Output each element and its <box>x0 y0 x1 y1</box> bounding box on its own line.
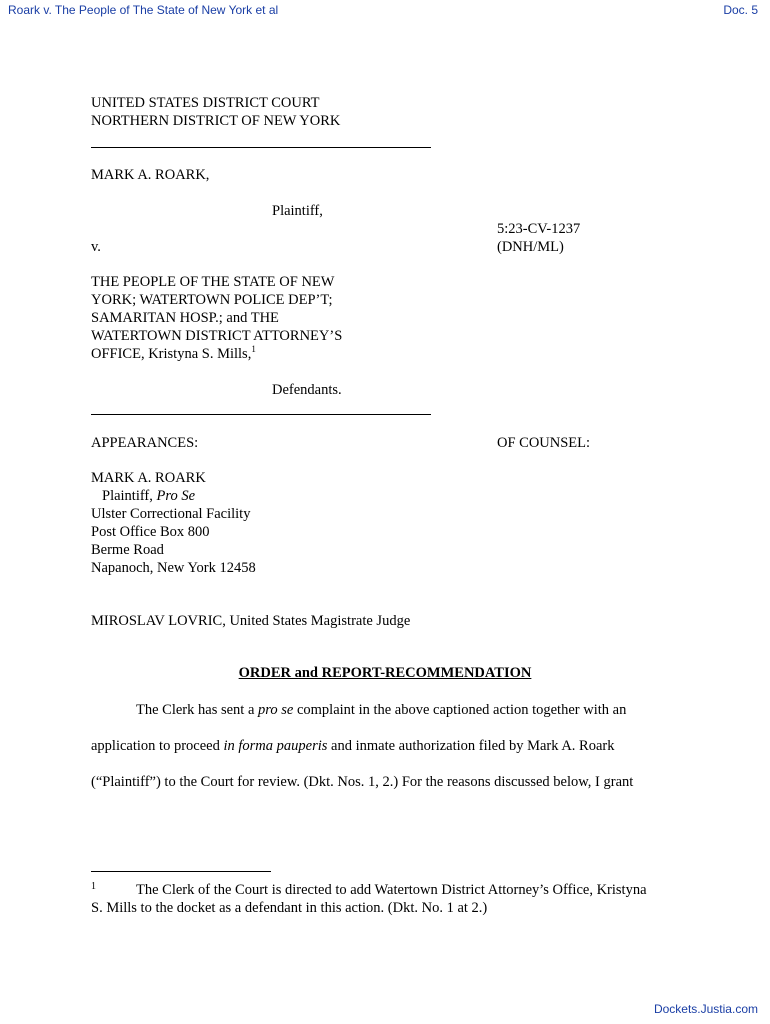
address-line: Berme Road <box>91 542 164 558</box>
case-judges: (DNH/ML) <box>497 239 564 255</box>
plaintiff-name: MARK A. ROARK, <box>91 167 210 183</box>
defendants-label: Defendants. <box>272 382 342 398</box>
footnote-line-2: S. Mills to the docket as a defendant in this action. (Dkt. No. 1 at 2.) <box>91 900 488 916</box>
appearances-heading: APPEARANCES: <box>91 435 199 451</box>
case-number: 5:23-CV-1237 <box>497 221 581 237</box>
header-case-title: Roark v. The People of The State of New York et al <box>8 3 279 17</box>
body-line-1-c: complaint in the above captioned action together with an <box>293 702 627 718</box>
caption-rule-bottom <box>91 414 431 415</box>
footnote-line-1: The Clerk of the Court is directed to add Watertown District Attorney’s Office, Kristyna <box>136 882 647 898</box>
body-line-3: (“Plaintiff”) to the Court for review. (Dkt. Nos. 1, 2.) For the reasons discussed below, I grant <box>91 774 634 790</box>
address-line: Napanoch, New York 12458 <box>91 560 256 576</box>
appearance-role-prefix: Plaintiff, <box>102 488 157 504</box>
court-name-line1: UNITED STATES DISTRICT COURT <box>91 95 320 111</box>
defendant-line: THE PEOPLE OF THE STATE OF NEW <box>91 274 335 290</box>
defendant-line: WATERTOWN DISTRICT ATTORNEY’S <box>91 328 343 344</box>
footnote-ref-1[interactable]: 1 <box>251 344 256 354</box>
of-counsel-heading: OF COUNSEL: <box>497 435 591 451</box>
body-line-1 <box>136 701 626 719</box>
caption-rule-top <box>91 147 431 148</box>
appearance-role-pro-se: Pro Se <box>156 488 196 504</box>
judge-line: MIROSLAV LOVRIC, United States Magistrate Judge <box>91 613 411 629</box>
defendant-line-last <box>91 345 256 363</box>
footnote-mark: 1 <box>91 881 96 892</box>
body-line-1-italic: pro se <box>258 702 294 718</box>
footer-source-link[interactable]: Dockets.Justia.com <box>653 1002 758 1016</box>
court-name-line2: NORTHERN DISTRICT OF NEW YORK <box>91 113 341 129</box>
plaintiff-label: Plaintiff, <box>272 203 323 219</box>
address-line: Post Office Box 800 <box>91 524 210 540</box>
body-line-2-c: and inmate authorization filed by Mark A. Roark <box>327 738 615 754</box>
versus: v. <box>91 239 101 255</box>
defendant-line: YORK; WATERTOWN POLICE DEP’T; <box>91 292 333 308</box>
header-doc-number: Doc. 5 <box>723 3 758 17</box>
body-line-2 <box>91 737 615 755</box>
body-line-2-a: application to proceed <box>91 738 224 754</box>
order-title: ORDER and REPORT-RECOMMENDATION <box>238 665 532 681</box>
defendant-line: SAMARITAN HOSP.; and THE <box>91 310 279 326</box>
defendant-line-text: OFFICE, Kristyna S. Mills, <box>91 346 252 362</box>
body-line-1-a: The Clerk has sent a <box>136 702 259 718</box>
appearance-name: MARK A. ROARK <box>91 470 206 486</box>
appearance-role <box>102 487 195 505</box>
address-line: Ulster Correctional Facility <box>91 506 251 522</box>
footnote-rule <box>91 871 271 872</box>
body-line-2-italic: in forma pauperis <box>223 738 328 754</box>
